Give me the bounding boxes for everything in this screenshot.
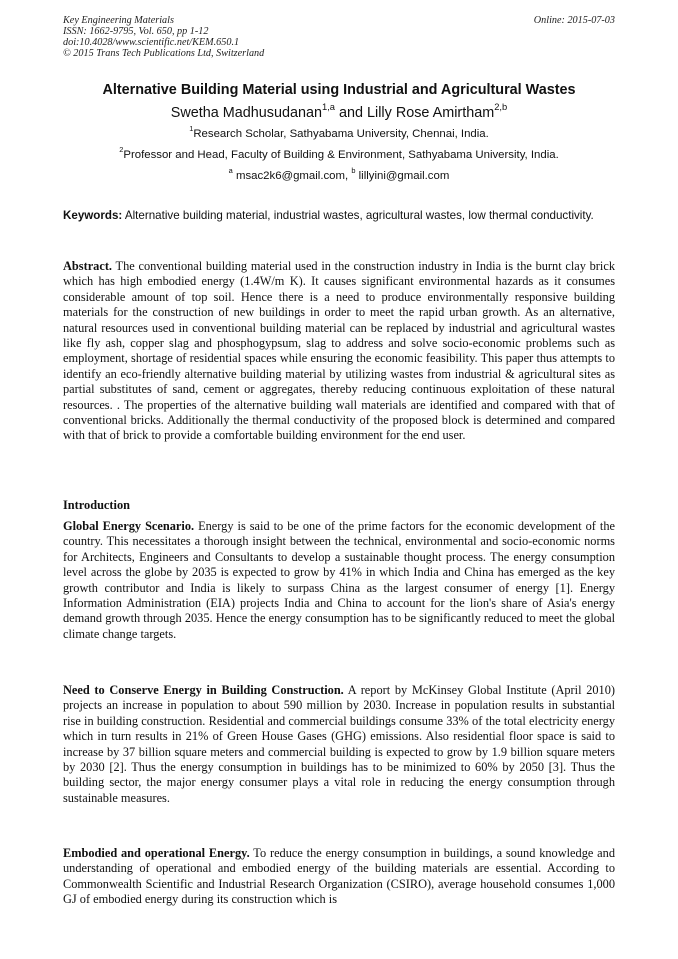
paragraph-global-energy <box>63 519 615 642</box>
affiliation-1 <box>63 124 615 145</box>
journal-name: Key Engineering Materials <box>63 15 174 26</box>
email-b-sup: b <box>351 166 356 176</box>
issn-line: ISSN: 1662-9795, Vol. 650, pp 1-12 <box>63 26 209 37</box>
keywords-label: Keywords: <box>63 209 123 222</box>
abstract-label: Abstract. <box>63 259 113 273</box>
introduction-heading: Introduction <box>63 498 130 512</box>
email-a[interactable]: msac2k6@gmail.com, <box>235 170 349 182</box>
affiliation-2-text: Professor and Head, Faculty of Building & Environment, Sathyabama University, India. <box>123 149 559 161</box>
paragraph-embodied-energy <box>63 846 615 908</box>
paragraph-conserve-energy <box>63 683 615 806</box>
paragraph-text: Energy is said to be one of the prime factors for the economic development of the country. This necessitates a thorough insight between the technical, environmental and socio-economic norms for Architects, Engineers and Consultants to develop a sustainable thought process. The energy consumption level across the globe by 2035 is expected to grow by 41% in which India and China has emerged as the key growth contributor and India is likely to surpass China as the largest consumer of energy [1]. Energy Information Administration (EIA) projects India and China to account for the lion's share of Asia's energy demand growth through 2035. Hence the energy consumption has to be significantly reduced to meet the global climate change targets. <box>63 519 615 641</box>
online-date: Online: 2015-07-03 <box>533 15 615 26</box>
email-b[interactable]: lillyini@gmail.com <box>358 170 450 182</box>
authors-line <box>63 102 615 124</box>
author-1-sup: 1,a <box>322 101 336 112</box>
keywords <box>63 208 615 224</box>
affiliation-1-sup: 1 <box>189 124 194 134</box>
author-2-sup: 2,b <box>494 101 508 112</box>
paper-title: Alternative Building Material using Industrial and Agricultural Wastes <box>102 82 576 98</box>
paragraph-label: Need to Conserve Energy in Building Construction. <box>63 683 344 697</box>
paragraph-text: To reduce the energy consumption in buildings, a sound knowledge and understanding of operational and embodied energy of the building materials are essential. According to Commonwealth Scientific and Industrial Research Organization (CSIRO), average household consumes 1,000 GJ of embodied energy during its construction which is <box>63 846 616 907</box>
emails-line <box>63 166 615 187</box>
keywords-text: Alternative building material, industrial wastes, agricultural wastes, low thermal conductivity. <box>124 209 594 222</box>
paragraph-text: A report by McKinsey Global Institute (April 2010) projects an increase in population to about 590 million by 2030. Increase in population results in substantial rise in building construction. Residential and commercial buildings consume 33% of the total electricity energy which in turn results in 21% of Green House Gases (GHG) emissions. Also residential floor space is said to increase by 37 billion square meters and commercial building is expected to grow by 1.9 billion square meters by 2030 [2]. Thus the energy consumption in buildings has to be minimized to 60% by 2050 [3]. Thus the building sector, the major energy consumer plays a vital role in reducing the energy consumption through sustainable measures. <box>63 683 616 805</box>
author-2: Lilly Rose Amirtham <box>367 105 495 121</box>
journal-header <box>63 15 615 59</box>
affiliation-2-sup: 2 <box>119 145 124 155</box>
paragraph-label: Embodied and operational Energy. <box>63 846 250 860</box>
abstract <box>63 259 615 444</box>
email-a-sup: a <box>228 166 233 176</box>
affiliation-1-text: Research Scholar, Sathyabama University, Chennai, India. <box>193 128 489 140</box>
paragraph-label: Global Energy Scenario. <box>63 519 195 533</box>
authors-and: and <box>339 105 364 121</box>
affiliation-2 <box>63 145 615 166</box>
doi-line: doi:10.4028/www.scientific.net/KEM.650.1 <box>63 37 240 48</box>
copyright-line: © 2015 Trans Tech Publications Ltd, Switzerland <box>63 48 265 59</box>
abstract-text: The conventional building material used in the construction industry in India is the burnt clay brick which has high embodied energy (1.4W/m K). It causes significant environmental hazards as it consumes considerable amount of top soil. Hence there is a need to produce environmentally responsive building materials for the construction of new buildings in order to meet the rapid urban growth. As an alternative, natural resources used in conventional building material can be replaced by industrial and agricultural wastes like fly ash, copper slag and phosphogypsum, slag to address and solve socio-economic problems such as employment, shortage of residential spaces while ensuring the economic feasibility. This paper thus attempts to identify an eco-friendly alternative building material by utilizing wastes from industrial & agricultural sites as partial substitutes of sand, cement or aggregates, thereby reducing continuous exploitation of these natural resources. . The properties of the alternative building wall materials are identified and compared with that of conventional bricks. Additionally the thermal conductivity of the proposed block is determined and compared with that of brick to provide a comfortable building environment for the end user. <box>63 259 615 443</box>
title-block <box>63 80 615 187</box>
author-1: Swetha Madhusudanan <box>170 105 323 121</box>
